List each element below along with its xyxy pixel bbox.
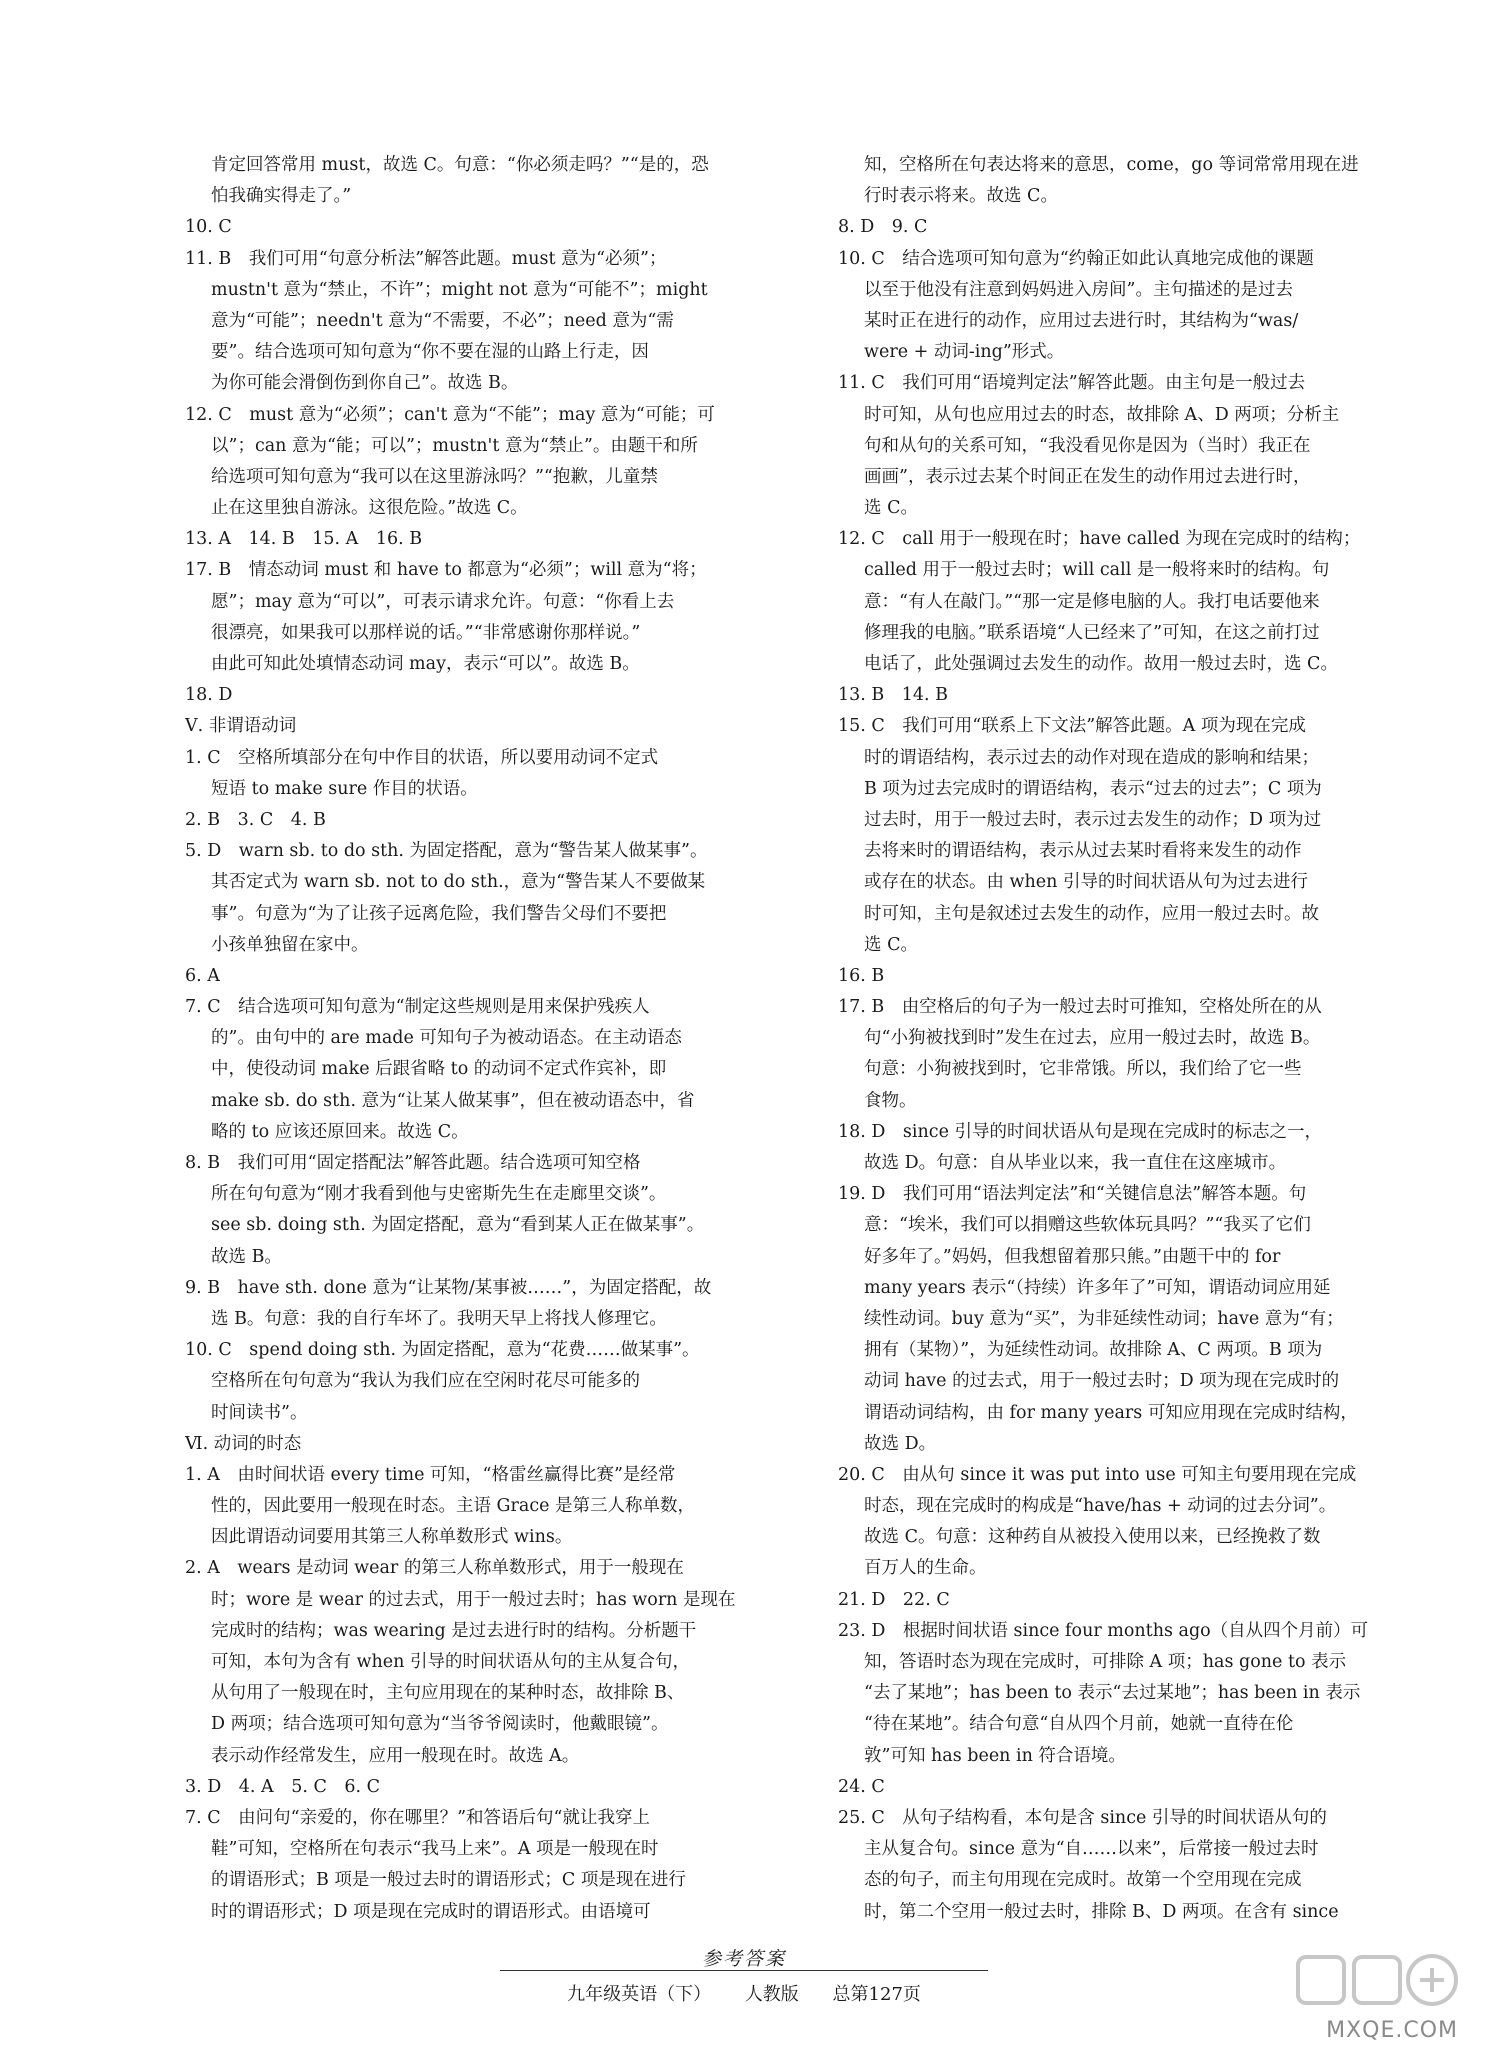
footer-answer-label: 参考答案 [701,1948,786,1970]
answer-line: 续性动词。buy 意为“买”，为非延续性动词；have 意为“有； [864,1308,1344,1329]
answer-line: 的”。由句中的 are made 可知句子为被动语态。在主动语态 [211,1028,682,1049]
answer-line: 意为“可能”；needn't 意为“不需要，不必”；need 意为“需 [211,310,674,331]
answer-line: 选 C。 [864,934,918,955]
watermark-text: MXQE.COM [1326,2018,1458,2043]
answer-line: 短语 to make sure 作目的状语。 [211,778,478,799]
answer-line: 选 B。句意：我的自行车坏了。我明天早上将找人修理它。 [211,1308,667,1329]
answer-line: 小孩单独留在家中。 [211,934,369,955]
answer-line: 性的，因此要用一般现在时态。主语 Grace 是第三人称单数， [211,1496,696,1517]
answer-line: 选 C。 [864,498,918,519]
answer-line: 18. D [185,685,233,706]
answer-line: 11. C 我们可用“语境判定法”解答此题。由主句是一般过去 [838,373,1306,394]
footer-info [0,1980,1488,2006]
answer-line: 电话了，此处强调过去发生的动作。故用一般过去时，选 C。 [864,654,1338,674]
answer-line: 16. B [838,965,885,986]
answer-line: 怕我确实得走了。” [211,186,352,207]
answer-line: 知，答语时态为现在完成时，可排除 A 项；has gone to 表示 [864,1652,1347,1672]
answer-line: 故选 D。 [864,1433,937,1454]
answer-line: 止在这里独自游泳。这很危险。”故选 C。 [211,498,528,519]
answer-line: 态的句子，而主句用现在完成时。故第一个空用现在完成 [864,1870,1302,1891]
answer-line: make sb. do sth. 意为“让某人做某事”，但在被动语态中，省 [211,1090,695,1111]
answer-line: 愿”；may 意为“可以”，可表示请求允许。句意：“你看上去 [211,591,675,612]
answer-line: 7. C 由问句“亲爱的，你在哪里？”和答语后句“就让我穿上 [185,1807,650,1828]
footer-page-number: 总第127页 [832,1984,921,2005]
answer-line: 去将来时的谓语结构，表示从过去某时看将来发生的动作 [864,841,1302,862]
answer-line: 给选项可知句意为“我可以在这里游泳吗？”“抱歉，儿童禁 [211,466,658,487]
answer-line: 空格所在句句意为“我认为我们应在空闲时花尽可能多的 [211,1371,640,1392]
answer-line: 2. A wears 是动词 wear 的第三人称单数形式，用于一般现在 [185,1558,684,1579]
answer-line: 10. C 结合选项可知句意为“约翰正如此认真地完成他的课题 [838,248,1314,269]
answer-line: 中，使役动词 make 后跟省略 to 的动词不定式作宾补，即 [211,1059,667,1080]
answer-line: 故选 C。句意：这种药自从被投入使用以来，已经挽救了数 [864,1527,1321,1548]
answer-line: 10. C spend doing sth. 为固定搭配，意为“花费……做某事”。 [185,1340,700,1361]
answer-line: 时态，现在完成时的构成是“have/has + 动词的过去分词”。 [864,1496,1337,1517]
answer-line: 3. D 4. A 5. C 6. C [185,1776,380,1797]
answer-line: 12. C call 用于一般现在时；have called 为现在完成时的结构； [838,529,1361,550]
answer-line: 23. D 根据时间状语 since four months ago（自从四个月前）可 [838,1620,1369,1641]
answer-line: 24. C [838,1776,885,1797]
answer-line: 以至于他没有注意到妈妈进入房间”。主句描述的是过去 [864,279,1293,300]
answer-line: 略的 to 应该还原回来。故选 C。 [211,1121,469,1142]
answer-line: 敦”可知 has been in 符合语境。 [864,1745,1126,1766]
left-column [185,150,795,1928]
answer-line: 好多年了。”妈妈，但我想留着那只熊。”由题干中的 for [864,1246,1281,1267]
answer-line: 的谓语形式；B 项是一般过去时的谓语形式；C 项是现在进行 [211,1870,686,1891]
answer-line: 25. C 从句子结构看，本句是含 since 引导的时间状语从句的 [838,1807,1327,1828]
answer-line: 某时正在进行的动作，应用过去进行时，其结构为“was/ [864,310,1299,331]
answer-line: Ⅵ. 动词的时态 [185,1433,302,1454]
answer-line: 所在句句意为“刚才我看到他与史密斯先生在走廊里交谈”。 [211,1184,667,1205]
answer-line: 21. D 22. C [838,1589,950,1610]
answer-line: mustn't 意为“禁止，不许”；might not 意为“可能不”；might [211,279,708,300]
answer-line: 时可知，从句也应用过去的时态，故排除 A、D 两项；分析主 [864,404,1340,425]
answer-line: 句和从句的关系可知，“我没看见你是因为（当时）我正在 [864,435,1311,456]
answer-line: 鞋”可知，空格所在句表示“我马上来”。A 项是一般现在时 [211,1839,659,1860]
answer-line: 以”；can 意为“能；可以”；mustn't 意为“禁止”。由题干和所 [211,435,698,456]
answer-line: 时；wore 是 wear 的过去式，用于一般过去时；has worn 是现在 [211,1589,736,1610]
answer-line: 为你可能会滑倒伤到你自己”。故选 B。 [211,373,519,394]
answer-line: 事”。句意为“为了让孩子远离危险，我们警告父母们不要把 [211,903,667,924]
answer-line: 18. D since 引导的时间状语从句是现在完成时的标志之一， [838,1121,1322,1142]
answer-line: 因此谓语动词要用其第三人称单数形式 wins。 [211,1527,573,1548]
answer-line: 其否定式为 warn sb. not to do sth.，意为“警告某人不要做某 [211,872,706,893]
answer-line: 可知，本句为含有 when 引导的时间状语从句的主从复合句， [211,1652,691,1672]
answer-line: 19. D 我们可用“语法判定法”和“关键信息法”解答本题。句 [838,1184,1307,1205]
answer-line: 食物。 [864,1090,917,1111]
answer-line: 13. A 14. B 15. A 16. B [185,529,423,550]
answer-line: 8. B 我们可用“固定搭配法”解答此题。结合选项可知空格 [185,1153,641,1173]
answer-line: 13. B 14. B [838,685,949,706]
answer-line: 17. B 由空格后的句子为一般过去时可推知，空格处所在的从 [838,997,1322,1018]
answer-line: “待在某地”。结合句意“自从四个月前，她就一直待在伦 [864,1714,1294,1735]
answer-line: 故选 D。句意：自从毕业以来，我一直住在这座城市。 [864,1153,1287,1173]
answer-line: 15. C 我们可用“联系上下文法”解答此题。A 项为现在完成 [838,716,1306,737]
answer-line: 时的谓语形式；D 项是现在完成时的谓语形式。由语境可 [211,1901,651,1922]
answer-line: see sb. doing sth. 为固定搭配，意为“看到某人正在做某事”。 [211,1215,705,1236]
answer-line: 由此可知此处填情态动词 may，表示“可以”。故选 B。 [211,654,640,674]
footer-divider [500,1970,988,1971]
footer-edition: 人教版 [744,1984,799,2005]
right-column [838,150,1448,1928]
answer-line: 9. B have sth. done 意为“让某物/某事被……”，为固定搭配，故 [185,1277,712,1298]
answer-line: Ⅴ. 非谓语动词 [185,716,297,737]
answer-line: 过去时，用于一般过去时，表示过去发生的动作；D 项为过 [864,809,1322,830]
answer-line: many years 表示“（持续）许多年了”可知，谓语动词应用延 [864,1277,1331,1298]
footer-grade: 九年级英语（下） [567,1984,712,2005]
answer-line: 7. C 结合选项可知句意为“制定这些规则是用来保护残疾人 [185,997,650,1018]
answer-line: 17. B 情态动词 must 和 have to 都意为“必须”；will 意为“将； [185,560,707,581]
answer-line: D 两项；结合选项可知句意为“当爷爷阅读时，他戴眼镜”。 [211,1714,669,1735]
answer-line: 5. D warn sb. to do sth. 为固定搭配，意为“警告某人做某事”。 [185,841,708,862]
answer-line: 12. C must 意为“必须”；can't 意为“不能”；may 意为“可能；可 [185,404,715,425]
answer-line: 时，第二个空用一般过去时，排除 B、D 两项。在含有 since [864,1901,1339,1922]
answer-line: 完成时的结构；was wearing 是过去进行时的结构。分析题干 [211,1620,697,1641]
answer-line: B 项为过去完成时的谓语结构，表示“过去的过去”；C 项为 [864,778,1322,799]
answer-line: 故选 B。 [211,1246,282,1267]
answer-line: called 用于一般过去时；will call 是一般将来时的结构。句 [864,560,1330,581]
answer-line: 时间读书”。 [211,1402,308,1423]
answer-line: were + 动词-ing”形式。 [864,342,1065,363]
answer-line: 时可知，主句是叙述过去发生的动作，应用一般过去时。故 [864,903,1319,924]
answer-line: 2. B 3. C 4. B [185,809,326,830]
answer-line: 10. C [185,217,232,238]
answer-line: 修理我的电脑。”联系语境“人已经来了”可知，在这之前打过 [864,622,1320,643]
answer-line: “去了某地”；has been to 表示“去过某地”；has been in 表示 [864,1683,1361,1704]
answer-line: 6. A [185,965,220,986]
answer-line: 11. B 我们可用“句意分析法”解答此题。must 意为“必须”； [185,248,667,269]
answer-line: 表示动作经常发生，应用一般现在时。故选 A。 [211,1745,580,1766]
answer-line: 主从复合句。since 意为“自……以来”，后常接一般过去时 [864,1839,1319,1860]
answer-line: 1. A 由时间状语 every time 可知，“格雷丝赢得比赛”是经常 [185,1464,676,1485]
answer-line: 知，空格所在句表达将来的意思，come，go 等词常常用现在进 [864,155,1359,175]
answer-line: 句“小狗被找到时”发生在过去，应用一般过去时，故选 B。 [864,1028,1321,1049]
answer-line: 肯定回答常用 must，故选 C。句意：“你必须走吗？”“是的，恐 [211,155,709,175]
answer-line: 意：“埃米，我们可以捐赠这些软体玩具吗？”“我买了它们 [864,1215,1311,1236]
answer-line: 很漂亮，如果我可以那样说的话。”“非常感谢你那样说。” [211,622,641,643]
answer-line: 拥有（某物）”，为延续性动词。故排除 A、C 两项。B 项为 [864,1340,1323,1361]
answer-line: 动词 have 的过去式，用于一般过去时；D 项为现在完成时的 [864,1371,1340,1392]
answer-line: 或存在的状态。由 when 引导的时间状语从句为过去进行 [864,872,1309,893]
answer-line: 要”。结合选项可知句意为“你不要在湿的山路上行走，因 [211,342,649,363]
answer-line: 20. C 由从句 since it was put into use 可知主句要用现在完成 [838,1464,1357,1485]
answer-line: 8. D 9. C [838,217,928,238]
answer-line: 谓语动词结构，由 for many years 可知应用现在完成时结构， [864,1402,1358,1423]
answer-line: 画画”，表示过去某个时间正在发生的动作用过去进行时， [864,466,1311,487]
answer-line: 从句用了一般现在时，主句应用现在的某种时态，故排除 B、 [211,1683,685,1704]
answer-line: 行时表示将来。故选 C。 [864,186,1058,207]
answer-line: 时的谓语结构，表示过去的动作对现在造成的影响和结果； [864,747,1319,768]
answer-line: 1. C 空格所填部分在句中作目的状语，所以要用动词不定式 [185,747,659,768]
answer-line: 句意：小狗被找到时，它非常饿。所以，我们给了它一些 [864,1059,1302,1080]
answer-line: 意：“有人在敲门。”“那一定是修电脑的人。我打电话要他来 [864,591,1320,612]
answer-line: 百万人的生命。 [864,1558,987,1579]
